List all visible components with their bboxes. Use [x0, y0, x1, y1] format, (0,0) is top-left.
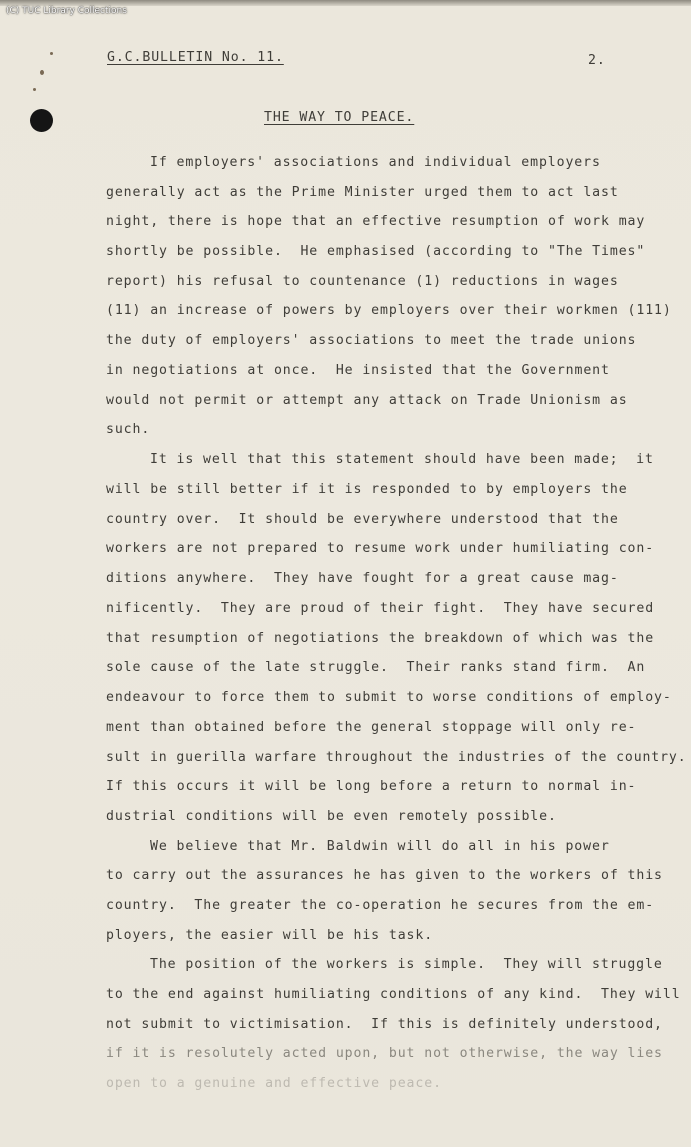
- text-line: will be still better if it is responded to by employers the: [106, 482, 628, 497]
- text-line: If this occurs it will be long before a return to normal in-: [106, 779, 637, 794]
- text-line: sult in guerilla warfare throughout the industries of the country.: [106, 750, 687, 765]
- text-line: night, there is hope that an effective resumption of work may: [106, 214, 646, 229]
- text-line: to the end against humiliating conditions of any kind. They will: [106, 987, 681, 1002]
- text-line: such.: [106, 422, 151, 437]
- bulletin-number: G.C.BULLETIN No. 11.: [107, 50, 284, 65]
- text-line: country. The greater the co-operation he secures from the em-: [106, 898, 655, 913]
- text-line: dustrial conditions will be even remotely possible.: [106, 809, 557, 824]
- text-line: It is well that this statement should have been made; it: [150, 452, 654, 467]
- text-line: would not permit or attempt any attack on Trade Unionism as: [106, 393, 628, 408]
- text-line: (11) an increase of powers by employers over their workmen (111): [106, 303, 672, 318]
- collection-watermark: (C) TUC Library Collections: [6, 6, 127, 16]
- text-line: ment than obtained before the general stoppage will only re-: [106, 720, 637, 735]
- paper-speck: [50, 52, 53, 55]
- paper-speck: [33, 88, 36, 91]
- punch-hole: [30, 109, 53, 132]
- text-line: If employers' associations and individual employers: [150, 155, 601, 170]
- text-line: ployers, the easier will be his task.: [106, 928, 434, 943]
- text-line: in negotiations at once. He insisted that the Government: [106, 363, 610, 378]
- text-line: country over. It should be everywhere understood that the: [106, 512, 619, 527]
- text-line: report) his refusal to countenance (1) reductions in wages: [106, 274, 619, 289]
- text-line: not submit to victimisation. If this is definitely understood,: [106, 1017, 663, 1032]
- text-line: workers are not prepared to resume work under humiliating con-: [106, 541, 655, 556]
- text-line: generally act as the Prime Minister urged them to act last: [106, 185, 619, 200]
- paper-speck: [40, 70, 44, 75]
- text-line: the duty of employers' associations to meet the trade unions: [106, 333, 637, 348]
- text-line: to carry out the assurances he has given to the workers of this: [106, 868, 663, 883]
- document-title: THE WAY TO PEACE.: [264, 110, 415, 125]
- text-line: that resumption of negotiations the breakdown of which was the: [106, 631, 655, 646]
- text-line: We believe that Mr. Baldwin will do all in his power: [150, 839, 610, 854]
- text-line: The position of the workers is simple. They will struggle: [150, 957, 663, 972]
- page-number: 2.: [588, 53, 606, 68]
- text-line: nificently. They are proud of their fight. They have secured: [106, 601, 655, 616]
- text-line: if it is resolutely acted upon, but not otherwise, the way lies: [106, 1046, 663, 1061]
- text-line: endeavour to force them to submit to worse conditions of employ-: [106, 690, 672, 705]
- text-line: ditions anywhere. They have fought for a great cause mag-: [106, 571, 619, 586]
- text-line: open to a genuine and effective peace.: [106, 1076, 442, 1091]
- text-line: shortly be possible. He emphasised (according to "The Times": [106, 244, 646, 259]
- text-line: sole cause of the late struggle. Their ranks stand firm. An: [106, 660, 646, 675]
